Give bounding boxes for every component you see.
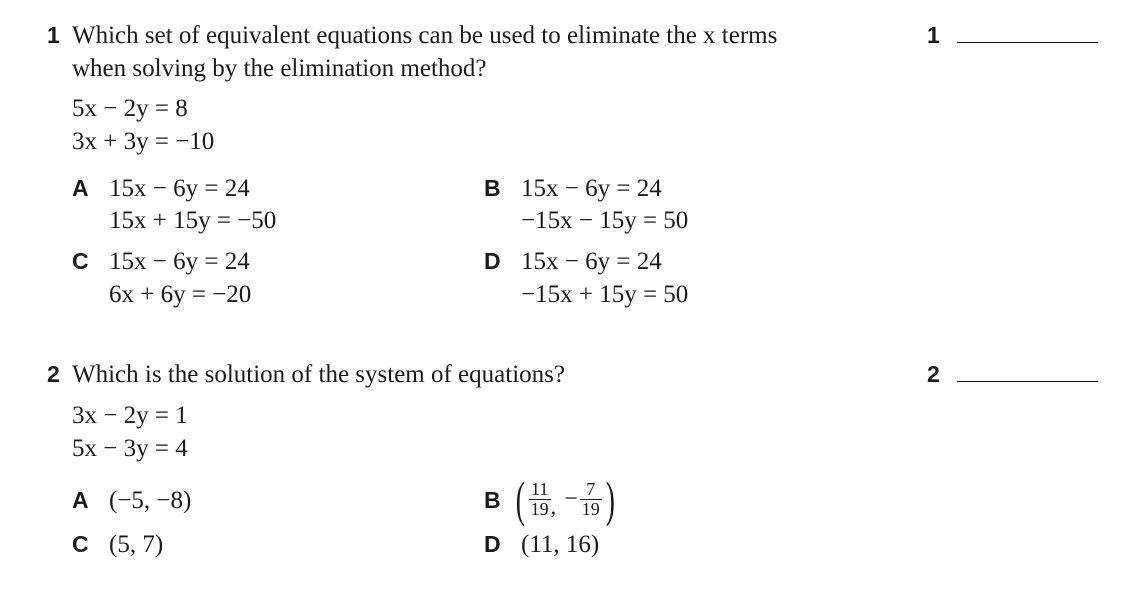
left-parenthesis: ( <box>515 471 525 527</box>
right-parenthesis: ) <box>605 471 615 527</box>
fraction-numerator: 11 <box>529 480 551 500</box>
system-equation-1: 3x − 2y = 1 <box>72 402 188 429</box>
choice-ordered-pair: (5, 7) <box>109 531 164 558</box>
fraction-denominator: 19 <box>581 498 600 519</box>
choice-letter: C <box>72 248 89 274</box>
choice-letter: A <box>72 487 89 513</box>
negative-sign: − <box>564 486 578 512</box>
choice-letter: B <box>484 487 501 513</box>
choice-letter: D <box>484 248 501 274</box>
question-number: 1 <box>47 22 60 48</box>
choice-equation: −15x + 15y = 50 <box>521 281 689 308</box>
answer-number-label: 1 <box>927 22 940 48</box>
choice-equation: 15x − 6y = 24 <box>521 175 662 202</box>
choice-equation: 15x + 15y = −50 <box>109 207 277 234</box>
choice-ordered-pair: (11, 16) <box>521 531 600 558</box>
pair-separator: , <box>550 494 557 519</box>
question-prompt-line1: Which set of equivalent equations can be used to eliminate the x terms <box>72 22 778 49</box>
choice-letter: B <box>484 175 501 201</box>
choice-letter: C <box>72 531 89 557</box>
system-equation-2: 3x + 3y = −10 <box>72 128 215 155</box>
choice-equation: 15x − 6y = 24 <box>109 175 250 202</box>
choice-equation: 15x − 6y = 24 <box>521 248 662 275</box>
choice-ordered-pair <box>512 471 618 527</box>
choice-letter: A <box>72 175 89 201</box>
choice-equation: 15x − 6y = 24 <box>109 248 250 275</box>
system-equation-2: 5x − 3y = 4 <box>72 435 188 462</box>
fraction-denominator: 19 <box>530 498 549 519</box>
choice-letter: D <box>484 531 501 557</box>
choice-ordered-pair: (−5, −8) <box>109 487 192 514</box>
question-prompt-line1: Which is the solution of the system of equations? <box>72 361 565 388</box>
answer-number-label: 2 <box>927 361 940 387</box>
fraction <box>529 480 551 519</box>
choice-equation: −15x − 15y = 50 <box>521 207 689 234</box>
question-number: 2 <box>47 361 60 387</box>
answer-blank-line[interactable] <box>957 381 1098 382</box>
choice-equation: 6x + 6y = −20 <box>109 281 252 308</box>
system-equation-1: 5x − 2y = 8 <box>72 95 188 122</box>
answer-blank-line[interactable] <box>957 42 1098 43</box>
question-prompt-line2: when solving by the elimination method? <box>72 55 487 82</box>
fraction <box>580 480 602 519</box>
fraction-numerator: 7 <box>580 480 602 500</box>
